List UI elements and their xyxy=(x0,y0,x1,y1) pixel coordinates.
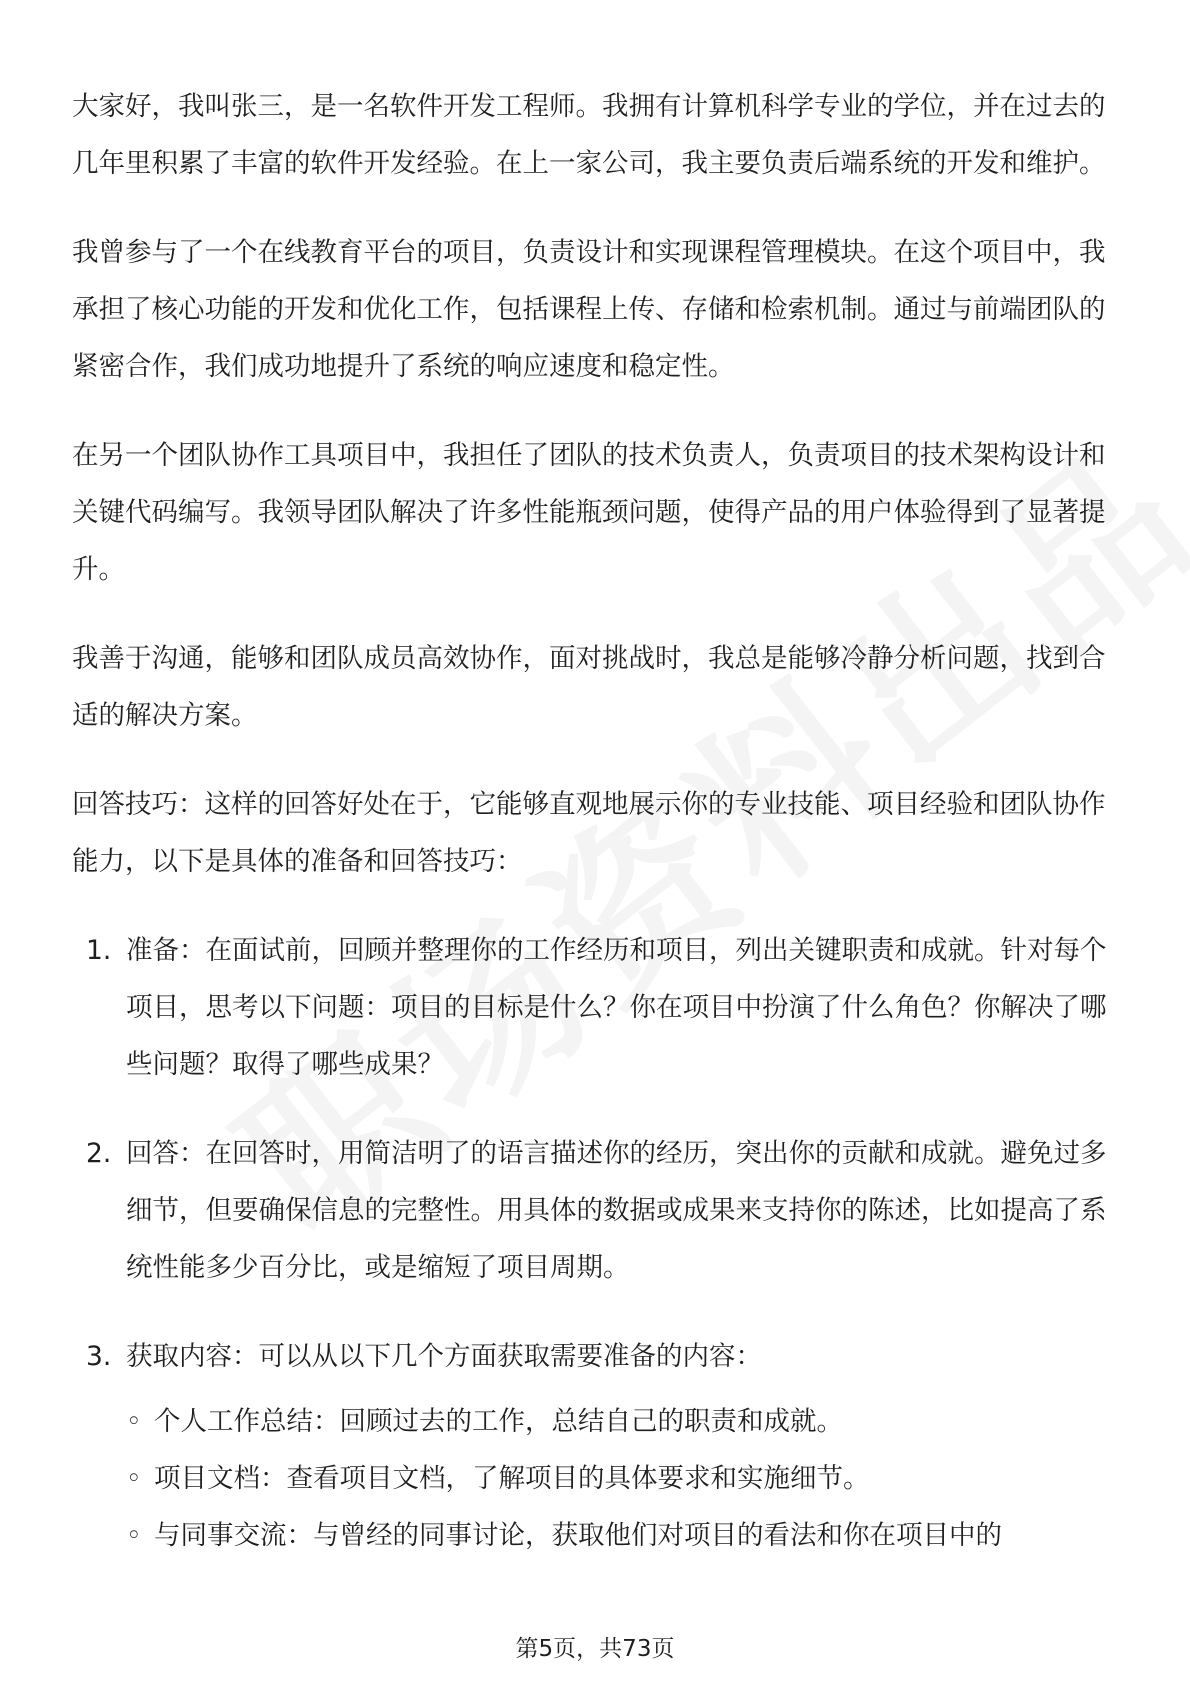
list-number: 3. xyxy=(86,1341,112,1372)
intro-paragraph: 大家好，我叫张三，是一名软件开发工程师。我拥有计算机科学专业的学位，并在过去的几年里积累了丰富的软件开发经验。在上一家公司，我主要负责后端系统的开发和维护。 xyxy=(72,91,1106,179)
list-number: 2. xyxy=(86,1138,112,1169)
sub-list xyxy=(126,1393,1118,1564)
project-paragraph-2: 在另一个团队协作工具项目中，我担任了团队的技术负责人，负责项目的技术架构设计和关键代码编写。我领导团队解决了许多性能瓶颈问题，使得产品的用户体验得到了显著提升。 xyxy=(72,440,1106,585)
list-item-answer xyxy=(72,1125,1118,1296)
list-number: 1. xyxy=(86,935,112,966)
list-item-text: 回答：在回答时，用简洁明了的语言描述你的经历，突出你的贡献和成就。避免过多细节，但要确保信息的完整性。用具体的数据或成果来支持你的陈述，比如提高了系统性能多少百分比，或是缩短了项目周期。 xyxy=(126,1138,1107,1283)
list-item-text: 获取内容：可以从以下几个方面获取需要准备的内容： xyxy=(126,1341,762,1372)
bullet-icon: ◦ xyxy=(126,1520,142,1551)
sub-list-item xyxy=(126,1393,1118,1450)
sub-list-item-text: 个人工作总结：回顾过去的工作，总结自己的职责和成就。 xyxy=(154,1406,843,1437)
document-body xyxy=(72,78,1118,1596)
project-paragraph-1: 我曾参与了一个在线教育平台的项目，负责设计和实现课程管理模块。在这个项目中，我承担了核心功能的开发和优化工作，包括课程上传、存储和检索机制。通过与前端团队的紧密合作，我们成功地提升了系统的响应速度和稳定性。 xyxy=(72,237,1106,382)
sub-list-item-text: 与同事交流：与曾经的同事讨论，获取他们对项目的看法和你在项目中的 xyxy=(154,1520,1002,1551)
sub-list-item xyxy=(126,1450,1118,1507)
bullet-icon: ◦ xyxy=(126,1406,142,1437)
list-item-gather-content xyxy=(72,1328,1118,1564)
list-item-text: 准备：在面试前，回顾并整理你的工作经历和项目，列出关键职责和成就。针对每个项目，思考以下问题：项目的目标是什么？你在项目中扮演了什么角色？你解决了哪些问题？取得了哪些成果？ xyxy=(126,935,1107,1080)
list-item-prepare xyxy=(72,922,1118,1093)
soft-skills-paragraph: 我善于沟通，能够和团队成员高效协作，面对挑战时，我总是能够冷静分析问题，找到合适的解决方案。 xyxy=(72,643,1106,731)
tips-list xyxy=(72,922,1118,1564)
sub-list-item-text: 项目文档：查看项目文档，了解项目的具体要求和实施细节。 xyxy=(154,1463,870,1494)
answer-tips-paragraph: 回答技巧：这样的回答好处在于，它能够直观地展示你的专业技能、项目经验和团队协作能力，以下是具体的准备和回答技巧： xyxy=(72,789,1106,877)
bullet-icon: ◦ xyxy=(126,1463,142,1494)
page-number-footer: 第5页，共73页 xyxy=(515,1636,675,1662)
sub-list-item xyxy=(126,1507,1118,1564)
